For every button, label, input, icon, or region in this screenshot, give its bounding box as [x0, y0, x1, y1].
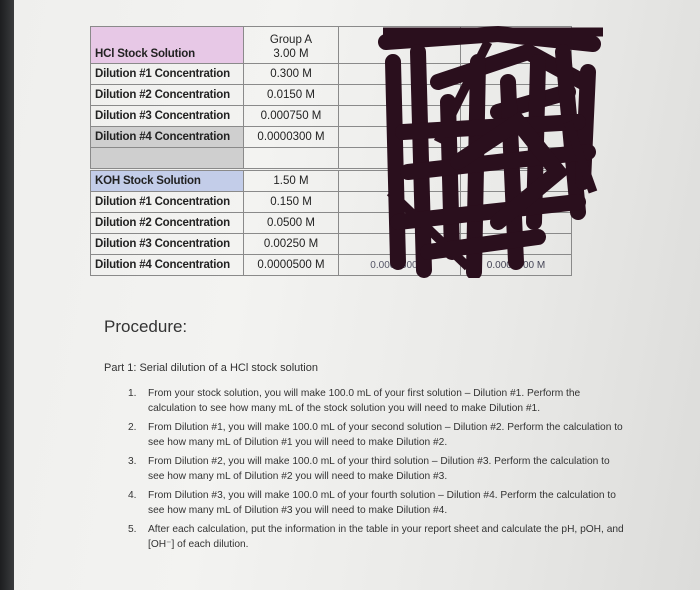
row-value: 0.0000300 M: [244, 127, 339, 148]
group-a-header: [244, 27, 339, 64]
row-value: 0.00250 M: [244, 234, 339, 255]
part-title: Part 1: Serial dilution of a HCl stock solution: [104, 362, 318, 374]
list-item: [128, 421, 628, 450]
row-label: Dilution #3 Concentration: [91, 234, 244, 255]
group-a-title: Group A: [269, 34, 313, 46]
step-number: 3.: [128, 456, 137, 467]
row-value: 0.150 M: [244, 192, 339, 213]
row-label: Dilution #4 Concentration: [91, 127, 244, 148]
procedure-heading: Procedure:: [104, 317, 188, 336]
row-value: 1.50 M: [244, 171, 339, 192]
step-number: 4.: [128, 490, 137, 501]
row-label: HCl Stock Solution: [91, 27, 244, 64]
step-number: 5.: [128, 524, 137, 535]
row-label: KOH Stock Solution: [91, 171, 244, 192]
procedure-steps: [128, 387, 628, 557]
row-label: Dilution #1 Concentration: [91, 192, 244, 213]
row-value: 0.0150 M: [244, 85, 339, 106]
step-text: From Dilution #1, you will make 100.0 mL of your second solution – Dilution #2. Perform the calculation to see how many mL of Dilution #1 you will need to make Dilution #2.: [148, 422, 623, 448]
partial-cell: 0.0000600 M: [339, 255, 461, 276]
row-value: 0.000750 M: [244, 106, 339, 127]
partial-cell: 0.0000300 M: [461, 255, 572, 276]
list-item: [128, 455, 628, 484]
step-text: After each calculation, put the information in the table in your report sheet and calculate the pH, pOH, and [OH⁻] of each dilution.: [148, 524, 624, 550]
blank-cell: [91, 148, 244, 169]
list-item: [128, 387, 628, 416]
step-text: From Dilution #2, you will make 100.0 mL of your third solution – Dilution #3. Perform the calculation to see how many mL of Dilution #2 you will need to make Dilution #3.: [148, 456, 610, 482]
list-item: [128, 489, 628, 518]
list-item: [128, 523, 628, 552]
step-number: 1.: [128, 388, 137, 399]
row-value: 0.0000500 M: [244, 255, 339, 276]
row-label: Dilution #2 Concentration: [91, 213, 244, 234]
row-label: Dilution #1 Concentration: [91, 64, 244, 85]
redaction-scribble: [378, 22, 608, 278]
hcl-stock-value: 3.00 M: [273, 48, 309, 60]
row-label: Dilution #3 Concentration: [91, 106, 244, 127]
step-text: From Dilution #3, you will make 100.0 mL of your fourth solution – Dilution #4. Perform the calculation to see how many mL of Dilution #3 you will need to make Dilution #4.: [148, 490, 616, 516]
row-label: Dilution #4 Concentration: [91, 255, 244, 276]
blank-cell: [244, 148, 339, 169]
row-value: 0.0500 M: [244, 213, 339, 234]
row-value: 0.300 M: [244, 64, 339, 85]
step-number: 2.: [128, 422, 137, 433]
scan-edge: [0, 0, 14, 590]
step-text: From your stock solution, you will make 100.0 mL of your first solution – Dilution #1. Perform the calculation to see how many mL of the stock solution you will need to make Dilution #1.: [148, 388, 581, 414]
row-label: Dilution #2 Concentration: [91, 85, 244, 106]
